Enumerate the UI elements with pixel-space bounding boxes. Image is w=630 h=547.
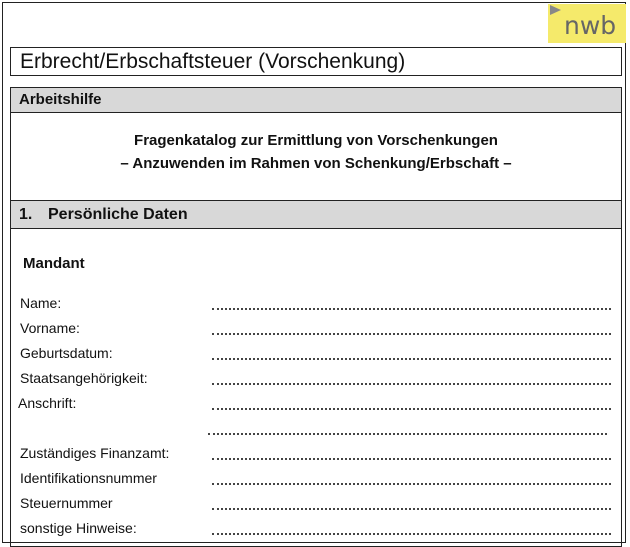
field-label-vorname: Vorname:: [20, 320, 80, 336]
field-line-identifikationsnummer[interactable]: [212, 483, 611, 485]
field-line-finanzamt[interactable]: [212, 458, 611, 460]
logo-text: nwb: [564, 11, 617, 40]
field-row-steuernummer: [11, 495, 621, 515]
field-line-steuernummer[interactable]: [212, 508, 611, 510]
field-row-geburtsdatum: [11, 345, 621, 365]
field-label-identifikationsnummer: Identifikationsnummer: [20, 470, 157, 486]
group-title-mandant: Mandant: [23, 255, 85, 272]
field-row-finanzamt: [11, 445, 621, 465]
field-row-name: [11, 295, 621, 315]
form-panel: [10, 87, 622, 547]
field-line-name[interactable]: [212, 308, 611, 310]
field-row-anschrift-2: [11, 420, 621, 440]
field-line-staatsangehoerigkeit[interactable]: [212, 383, 611, 385]
section-1-number: 1.: [19, 206, 33, 223]
field-row-identifikationsnummer: [11, 470, 621, 490]
field-label-name: Name:: [20, 295, 62, 311]
field-row-hinweise: [11, 520, 621, 540]
field-row-anschrift: [11, 395, 621, 415]
nwb-logo: [548, 4, 626, 43]
section-1-title: Persönliche Daten: [48, 206, 188, 223]
field-label-hinweise: sonstige Hinweise:: [20, 520, 137, 536]
field-line-vorname[interactable]: [212, 333, 611, 335]
field-label-staatsangehoerigkeit: Staatsangehörigkeit:: [20, 370, 148, 386]
field-line-geburtsdatum[interactable]: [212, 358, 611, 360]
field-label-anschrift: Anschrift:: [18, 395, 77, 411]
field-label-steuernummer: Steuernummer: [20, 495, 113, 511]
field-row-staatsangehoerigkeit: [11, 370, 621, 390]
document-title: Erbrecht/Erbschaftsteuer (Vorschenkung): [10, 47, 622, 76]
field-line-anschrift-2[interactable]: [208, 433, 607, 435]
subtitle-line-2: – Anzuwenden im Rahmen von Schenkung/Erbschaft –: [120, 155, 512, 172]
field-label-finanzamt: Zuständiges Finanzamt:: [20, 445, 170, 461]
field-row-vorname: [11, 320, 621, 340]
flag-icon: [550, 5, 561, 15]
field-label-geburtsdatum: Geburtsdatum:: [20, 345, 113, 361]
section-1-header: [11, 200, 621, 229]
subtitle-line-1: Fragenkatalog zur Ermittlung von Vorschenkungen: [134, 132, 498, 149]
section-header: Arbeitshilfe: [11, 88, 621, 113]
field-line-hinweise[interactable]: [212, 533, 611, 535]
field-line-anschrift[interactable]: [212, 408, 611, 410]
